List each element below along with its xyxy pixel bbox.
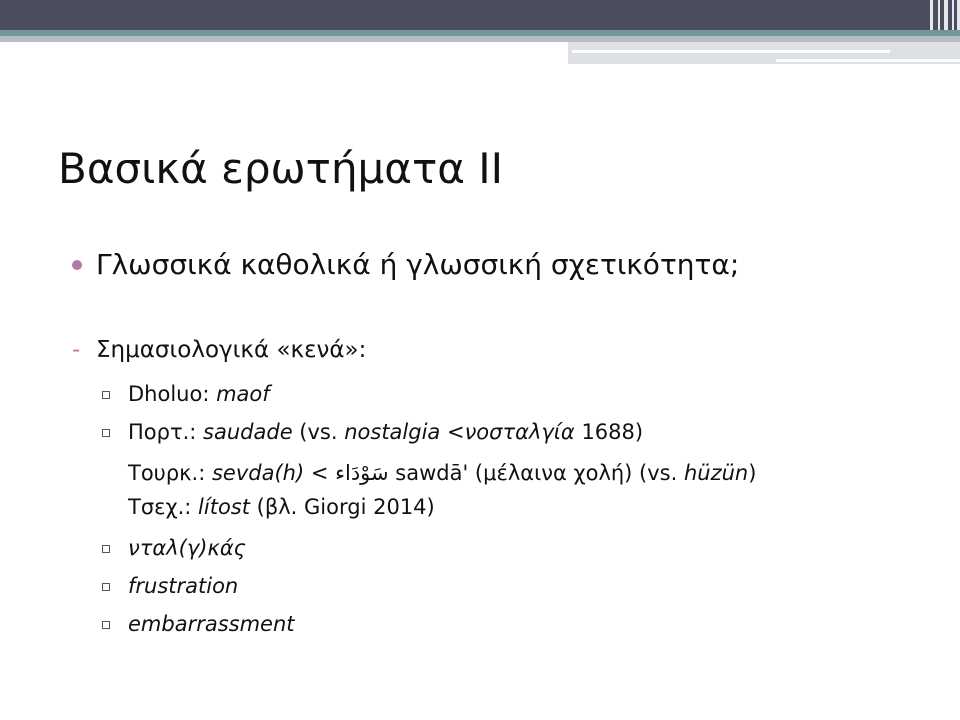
item-term: maof [216,382,270,406]
square-bullet-icon [102,429,110,437]
header-decoration [568,42,960,64]
decoration-line [776,59,960,62]
main-bullet-text: Γλωσσικά καθολικά ή γλωσσική σχετικότητα; [96,248,740,281]
item-term: nostalgia [344,420,441,444]
item-text: (vs. [292,420,345,444]
list-item-continuation [128,460,756,486]
decoration-line [572,50,890,53]
arabic-word: سَوْدَاء [335,461,389,485]
sub-bullet-text: Σημασιολογικά «κενά»: [96,337,367,363]
item-text: < [440,420,465,444]
item-term: sevda(h) [211,461,305,485]
square-bullet-icon [102,545,110,553]
item-label: Πορτ.: [128,420,204,444]
square-bullet-icon [102,621,110,629]
item-label: Τσεχ.: [128,495,199,519]
main-bullet [74,248,739,281]
bullet-dot-icon [72,260,82,270]
item-label: Τουρκ.: [128,461,212,485]
item-term: embarrassment [128,612,295,636]
item-term: hüzün [683,461,749,485]
item-term: lítost [198,495,250,519]
dash-icon: - [72,337,81,363]
list-item [102,419,643,445]
item-text: 1688) [574,420,644,444]
item-label: Dholuo: [128,382,217,406]
square-bullet-icon [102,583,110,591]
list-item [102,611,295,637]
list-item [102,381,270,407]
slide-title: Βασικά ερωτήματα ΙΙ [58,144,504,193]
square-bullet-icon [102,391,110,399]
item-term: frustration [128,574,239,598]
list-item [102,573,238,599]
item-text: sawdā' (μέλαινα χολή) (vs. [388,461,684,485]
header-stripes [926,0,960,30]
item-text: (βλ. Giorgi 2014) [249,495,435,519]
header-bar-dark [0,0,960,30]
item-text: ) [748,461,757,485]
list-item-continuation [128,494,435,520]
sub-bullet [72,337,366,363]
item-term: νταλ(γ)κάς [128,536,247,560]
item-text: < [304,461,336,485]
item-term: νοσταλγία [464,420,575,444]
item-term: saudade [203,420,293,444]
list-item [102,535,246,561]
